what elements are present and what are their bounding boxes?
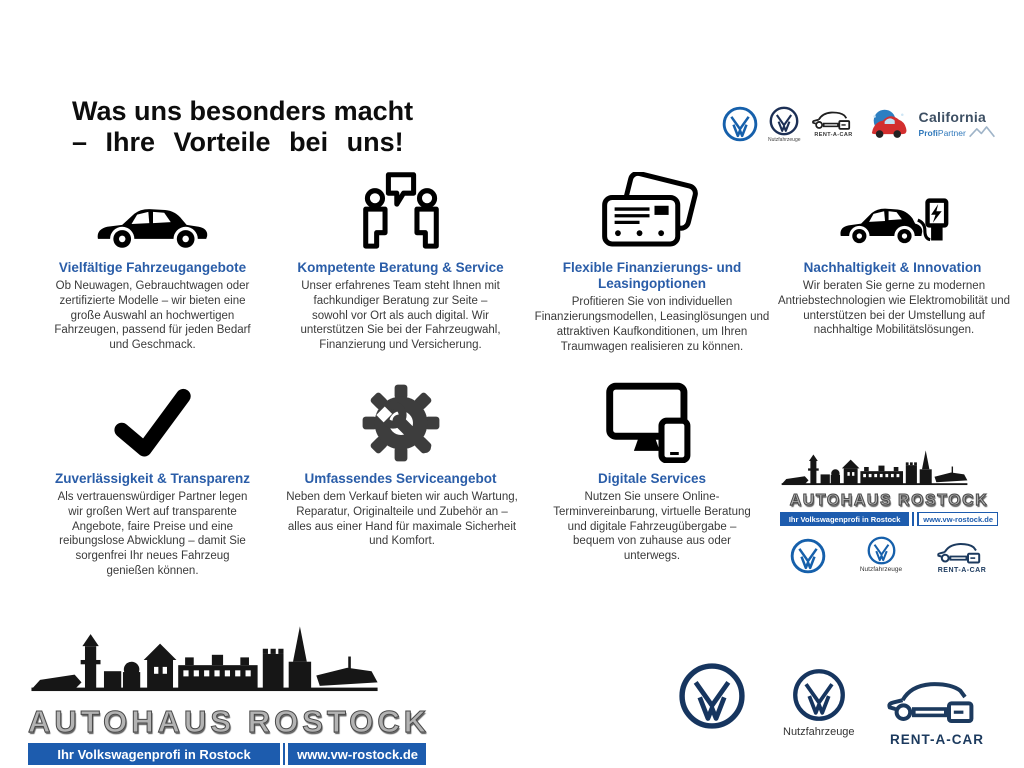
footer-rent-a-car-logo — [885, 676, 989, 747]
header-logo-strip — [722, 102, 987, 146]
page-title-line1: Was uns besonders macht — [72, 96, 414, 126]
autohaus-website: www.vw-rostock.de — [918, 512, 998, 526]
feature-body: Neben dem Verkauf bieten wir auch Wartung, Reparatur, Originalteile und Zubehör an – alles aus einer Hand für maximale Sicherheit und Komfort. — [286, 491, 518, 548]
rent-a-car-logo — [811, 109, 857, 139]
autohaus-tagline: Ihr Volkswagenprofi in Rostock — [780, 512, 909, 526]
autohaus-name: AUTOHAUS ROSTOCK — [789, 492, 989, 509]
autohaus-website: www.vw-rostock.de — [289, 743, 426, 765]
finance-cards-icon — [598, 172, 706, 252]
autohaus-bar — [28, 743, 426, 765]
feature-reliability — [35, 383, 270, 579]
feature-title: Umfassendes Serviceangebot — [304, 471, 497, 486]
rostock-skyline-icon — [780, 448, 976, 492]
rent-a-car-label: RENT-A-CAR — [814, 132, 853, 139]
feature-body: Profitieren Sie von individuellen Finanzierungsmodellen, Leasinglösungen und attraktiven Kaufkonditionen, um Ihren Traumwagen realisieren zu können. — [534, 296, 770, 353]
rent-a-car-logo — [936, 540, 988, 574]
feature-financing — [528, 168, 776, 354]
vw-roundel-icon — [792, 668, 846, 722]
feature-body: Nutzen Sie unsere Online-Terminvereinbarung, virtuelle Beratung und digitale Fahrzeugübergabe – bequem von zuhause aus oder unterwegs. — [553, 491, 751, 563]
autohaus-name: AUTOHAUS ROSTOCK — [28, 704, 431, 739]
electric-car-charging-icon — [834, 190, 952, 252]
autohaus-bar — [780, 512, 998, 526]
checkmark-icon — [106, 385, 200, 463]
bar-divider — [280, 743, 289, 765]
autohaus-tagline: Ihr Volkswagenprofi in Rostock — [28, 743, 280, 765]
mountains-icon — [969, 125, 995, 138]
vw-roundel-icon — [678, 662, 746, 730]
vw-roundel-icon — [790, 538, 826, 574]
autohaus-rostock-logo-large — [28, 622, 431, 765]
feature-vehicles — [35, 168, 270, 353]
page-title-line2: – Ihre Vorteile bei uns! — [72, 127, 404, 158]
feature-body: Ob Neuwagen, Gebrauchtwagen oder zertifizierte Modelle – wir bieten eine große Auswahl an hochwertigen Fahrzeugen, passend für jeden Bedarf und Geschmack. — [54, 280, 251, 352]
consulting-people-icon — [354, 168, 448, 252]
california-label: California — [918, 109, 987, 126]
car-key-icon — [936, 540, 988, 565]
vw-roundel-icon — [867, 536, 896, 565]
feature-service — [283, 383, 518, 549]
california-profipartner-logo — [919, 110, 995, 138]
car-icon — [92, 196, 214, 252]
car-key-icon — [811, 109, 857, 131]
autohaus-rostock-logo-small — [780, 448, 998, 574]
nutzfahrzeuge-label: Nutzfahrzeuge — [859, 566, 903, 573]
rostock-skyline-icon — [28, 622, 394, 704]
feature-title: Flexible Finanzierungs- und Leasingoptionen — [562, 260, 742, 292]
rent-a-car-label: RENT-A-CAR — [890, 732, 984, 747]
vw-logo — [722, 106, 758, 142]
vw-logo — [790, 538, 826, 574]
feature-title: Digitale Services — [597, 471, 707, 486]
vw-nutzfahrzeuge-logo — [860, 536, 902, 574]
page-title — [72, 96, 413, 158]
footer-vw-logo — [678, 662, 746, 730]
feature-title: Vielfältige Fahrzeugangebote — [58, 260, 247, 275]
monitor-phone-icon — [602, 381, 702, 463]
feature-title: Zuverlässigkeit & Transparenz — [54, 471, 251, 486]
gear-wrench-icon — [358, 383, 444, 463]
profipartner-label: ProfiPartner — [918, 127, 966, 138]
vw-nutzfahrzeuge-logo — [768, 106, 801, 143]
feature-consulting — [283, 168, 518, 353]
feature-body: Als vertrauenswürdiger Partner legen wir großen Wert auf transparente Angebote, faire Preise und eine reibungslose Abwicklung – damit Sie sorgenfrei Ihr neues Fahrzeug genießen können. — [57, 491, 248, 577]
nutzfahrzeuge-label: Nutzfahrzeuge — [783, 726, 855, 738]
beetle-logo — [867, 106, 909, 142]
bar-divider — [909, 512, 918, 526]
footer-vw-nutzfahrzeuge-logo — [783, 668, 855, 738]
car-key-icon — [885, 676, 989, 726]
feature-title: Kompetente Beratung & Service — [297, 260, 504, 275]
vw-roundel-icon — [722, 106, 758, 142]
feature-digital — [528, 383, 776, 564]
feature-sustainability — [775, 168, 1010, 338]
feature-body: Unser erfahrenes Team steht Ihnen mit fachkundiger Beratung zur Seite – sowohl vor Ort als auch digital. Wir unterstützen Sie bei der Fahrzeugwahl, Finanzierung und Versicherung. — [300, 280, 501, 352]
nutzfahrzeuge-label: Nutzfahrzeuge — [768, 136, 801, 143]
vw-roundel-icon — [769, 106, 799, 136]
feature-body: Wir beraten Sie gerne zu modernen Antriebstechnologien wie Elektromobilität und unterstützen bei der Umstellung auf nachhaltige Mobilitätslösungen. — [777, 280, 1011, 337]
beetle-car-icon — [867, 106, 909, 142]
feature-title: Nachhaltigkeit & Innovation — [803, 260, 982, 275]
rent-a-car-label: RENT-A-CAR — [937, 566, 987, 574]
